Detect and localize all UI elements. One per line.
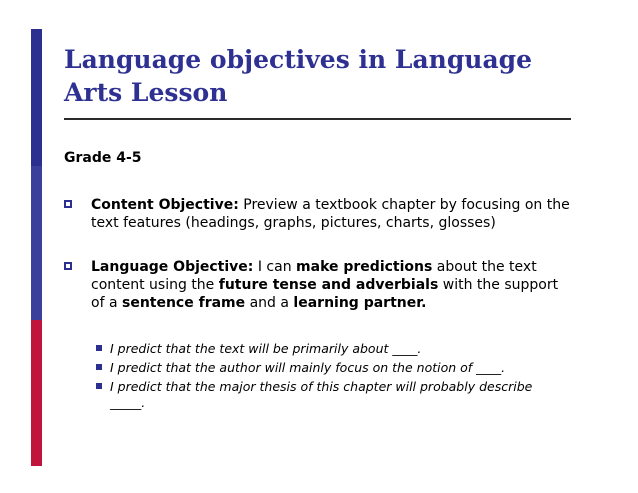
sentence-frame-text: I predict that the major thesis of this chapter will probably describe _____. (110, 379, 533, 410)
filled-square-bullet-icon (96, 345, 102, 351)
filled-square-bullet-icon (96, 364, 102, 370)
square-bullet-icon (64, 262, 72, 270)
language-objective-label: Language Objective: (91, 259, 254, 275)
content-objective-label: Content Objective: (91, 197, 239, 213)
language-objective-part: with the support of a (91, 277, 559, 311)
language-objective-emphasis: sentence frame (121, 295, 246, 311)
language-objective-emphasis: learning partner. (293, 295, 427, 311)
accent-bar-bottom (31, 320, 42, 466)
language-objective-text (91, 258, 571, 312)
language-objective-emphasis: future tense and adverbials (218, 277, 439, 293)
content-objective-body: Preview a textbook chapter by focusing on the text features (headings, graphs, pictures, charts, glosses) (91, 197, 570, 231)
language-objective-part: about the text content using the (91, 259, 537, 293)
slide-title: Language objectives in Language Arts Lesson (64, 45, 533, 107)
grade-label: Grade 4-5 (64, 150, 142, 166)
language-objective-emphasis: make predictions (296, 259, 433, 275)
title-divider (64, 118, 571, 120)
accent-bar-middle (31, 166, 42, 320)
language-objective-part: and a (245, 295, 294, 311)
language-objective-part: I can (253, 259, 297, 275)
sentence-frame-text: I predict that the author will mainly focus on the notion of ____. (110, 360, 506, 375)
content-objective-text (91, 196, 571, 232)
filled-square-bullet-icon (96, 383, 102, 389)
accent-bar-top (31, 29, 42, 166)
square-bullet-icon (64, 200, 72, 208)
sentence-frame-text: I predict that the text will be primarily about ____. (110, 341, 422, 356)
